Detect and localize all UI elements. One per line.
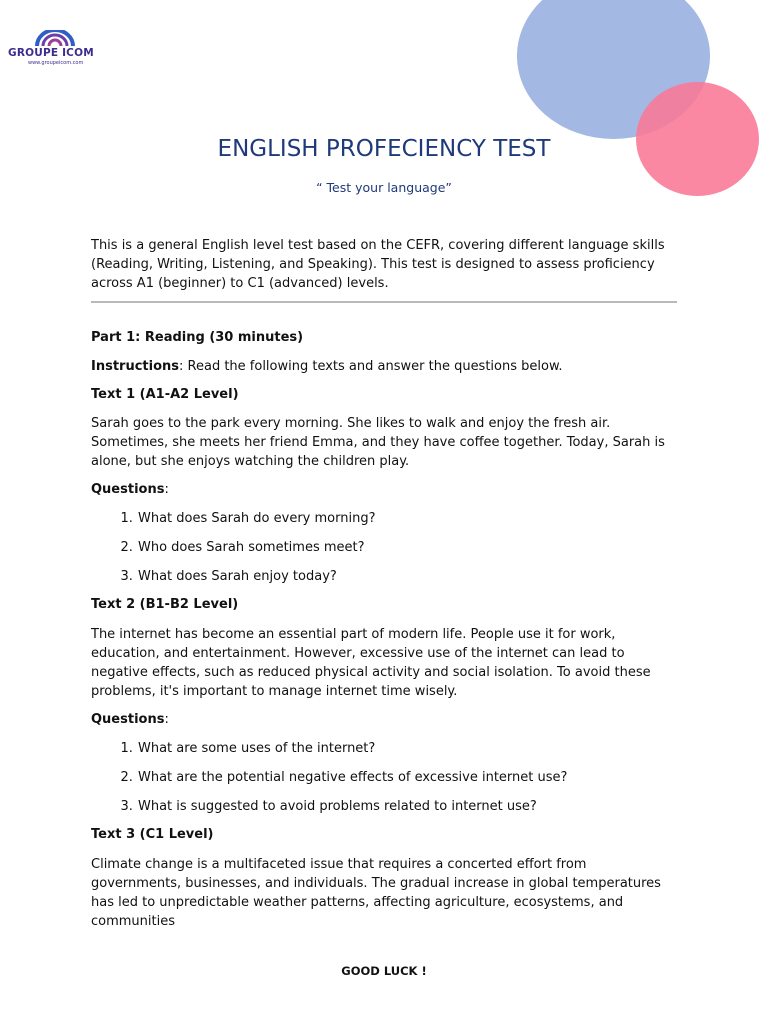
questions-label: Questions [91,482,165,497]
text1-questions-line: Questions: [91,482,169,497]
instructions-label: Instructions [91,359,180,374]
instructions-line [91,357,679,376]
section-divider [91,301,677,303]
list-item: 2. Who does Sarah sometimes meet? [137,538,679,557]
list-item: 1. What are some uses of the internet? [137,739,679,758]
text2-heading: Text 2 (B1-B2 Level) [91,597,239,612]
list-item: 3. What does Sarah enjoy today? [137,567,679,586]
document-body [91,236,679,931]
intro-paragraph: This is a general English level test based on the CEFR, covering different language skills (Reading, Writing, Listening, and Speaking). This test is designed to assess proficiency across A1 (beginner) to C1 (advanced) levels. [91,238,665,291]
list-item: 3. What is suggested to avoid problems related to internet use? [137,797,679,816]
questions-label: Questions [91,712,165,727]
groupe-icom-logo [6,30,102,74]
text3-heading: Text 3 (C1 Level) [91,827,214,842]
instructions-text: : Read the following texts and answer the questions below. [179,359,563,374]
footer-good-luck: GOOD LUCK ! [341,964,427,978]
text1-body: Sarah goes to the park every morning. She likes to walk and enjoy the fresh air. Sometimes, she meets her friend Emma, and they have coffee together. Today, Sarah is alone, but she enjoys watching the children play. [91,416,665,469]
text1-heading: Text 1 (A1-A2 Level) [91,387,239,402]
page-subtitle: “ Test your language” [316,180,452,195]
text3-body: Climate change is a multifaceted issue that requires a concerted effort from governments, businesses, and individuals. The gradual increase in global temperatures has led to unpredictable weather patterns, affecting agriculture, ecosystems, and communities [91,857,661,929]
part1-heading: Part 1: Reading (30 minutes) [91,330,304,345]
logo-brand-text: GROUPE ICOM [8,47,94,59]
text2-questions-list [91,739,679,816]
list-item: 1. What does Sarah do every morning? [137,509,679,528]
list-item: 2. What are the potential negative effects of excessive internet use? [137,768,679,787]
logo-url: www.groupeicom.com [28,60,84,66]
logo-arches-icon [34,30,76,46]
text2-body: The internet has become an essential part of modern life. People use it for work, education, and entertainment. However, excessive use of the internet can lead to negative effects, such as reduced physical activity and social isolation. To avoid these problems, it's important to manage internet time wisely. [91,627,651,699]
text1-questions-list [91,509,679,586]
text2-questions-line: Questions: [91,712,169,727]
page-title: ENGLISH PROFECIENCY TEST [217,136,551,162]
